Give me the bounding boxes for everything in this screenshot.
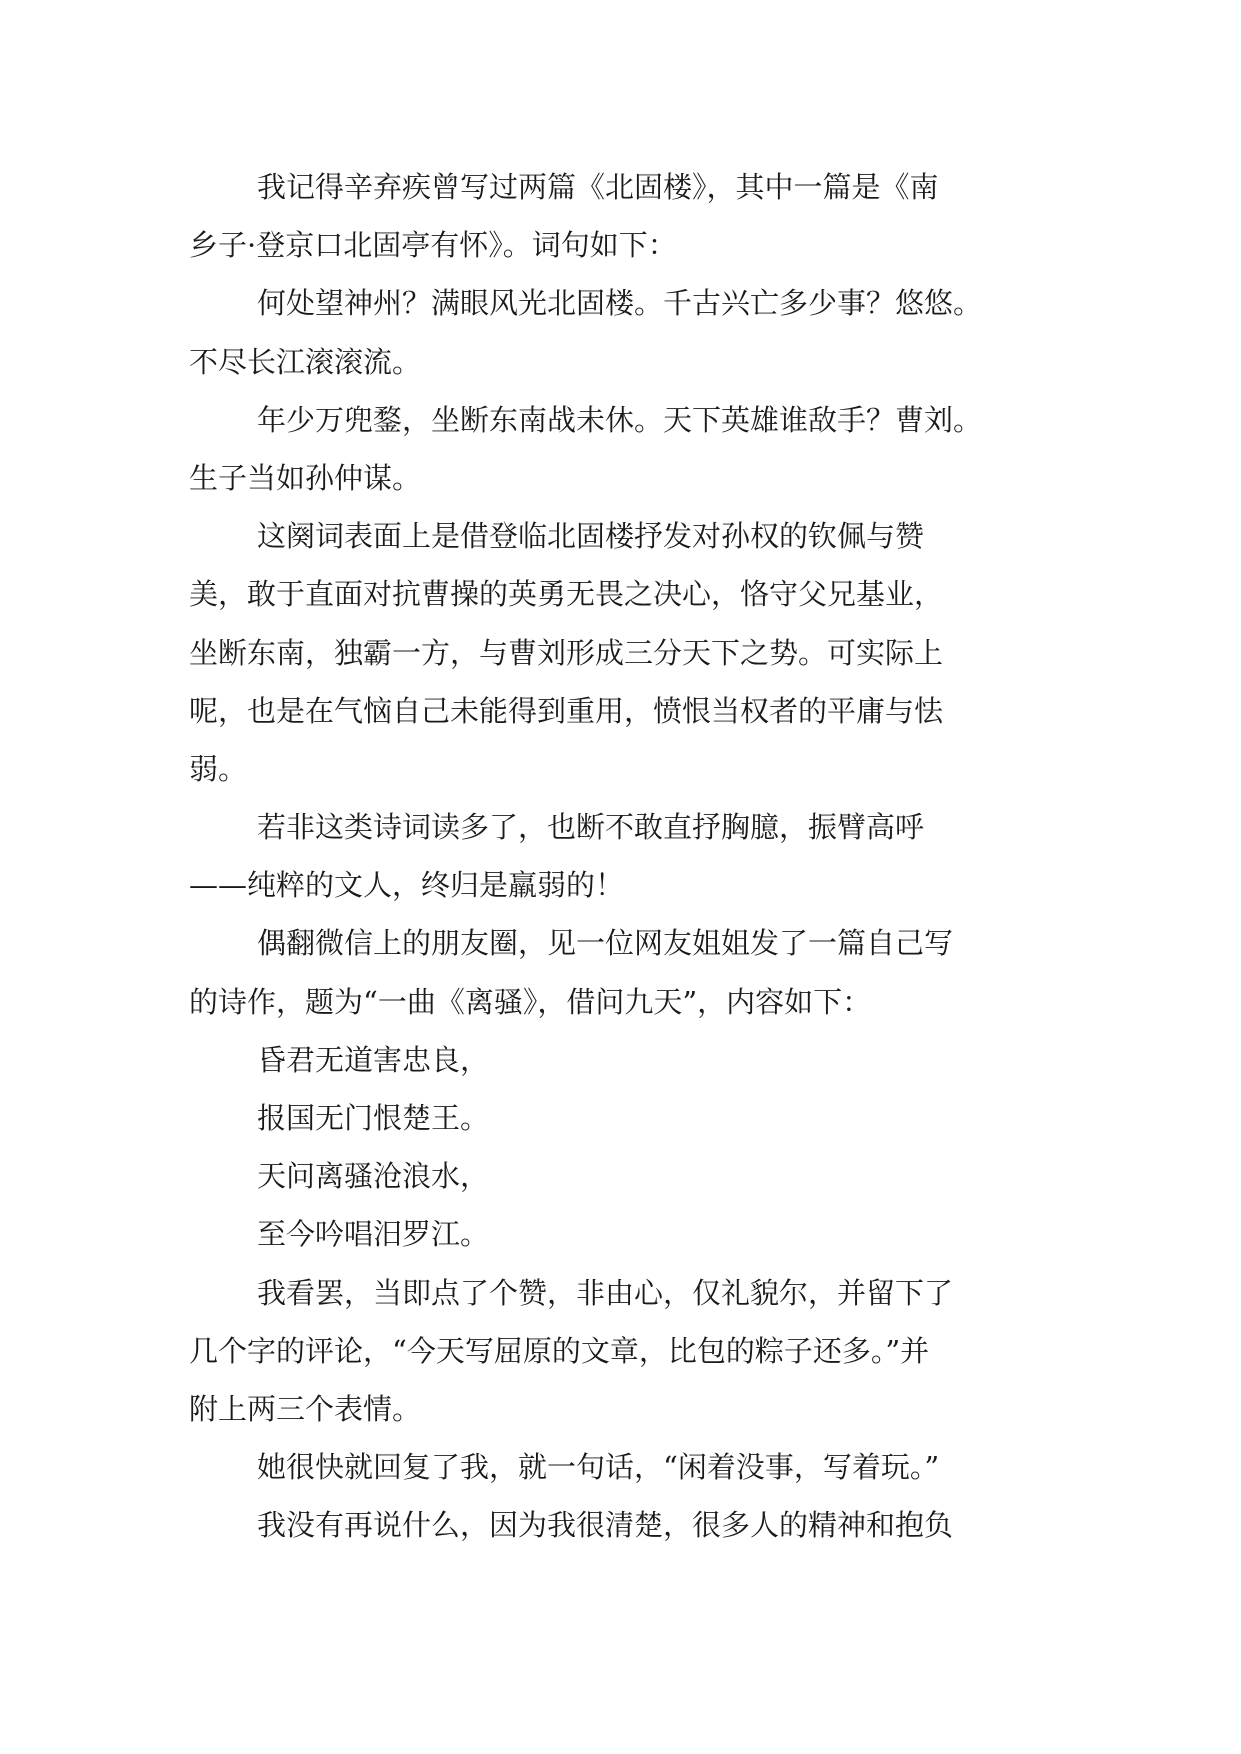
- text-line: 不尽长江滚滚流。: [189, 344, 422, 379]
- text-line: 若非这类诗词读多了，也断不敢直抒胸臆，振臂高呼: [257, 810, 925, 845]
- text-line: ——纯粹的文人，终归是羸弱的！: [189, 868, 625, 903]
- text-line: 美，敢于直面对抗曹操的英勇无畏之决心，恪守父兄基业，: [189, 577, 944, 612]
- text-line: 乡子·登京口北固亭有怀》。词句如下：: [189, 228, 677, 263]
- poem-line: 昏君无道害忠良，: [257, 1042, 490, 1077]
- text-line: 几个字的评论，“今天写屈原的文章，比包的粽子还多。”并: [189, 1333, 930, 1368]
- text-line: 呢，也是在气恼自己未能得到重用，愤恨当权者的平庸与怯: [189, 693, 944, 728]
- poem-line: 天问离骚沧浪水，: [257, 1159, 490, 1194]
- text-line: 弱。: [189, 751, 248, 786]
- poem-line: 报国无门恨楚王。: [257, 1101, 490, 1135]
- text-line: 附上两三个表情。: [189, 1391, 422, 1426]
- text-line: 何处望神州？满眼风光北固楼。千古兴亡多少事？悠悠。: [257, 286, 983, 321]
- text-line: 偶翻微信上的朋友圈，见一位网友姐姐发了一篇自己写: [257, 926, 954, 961]
- text-line: 这阕词表面上是借登临北固楼抒发对孙权的钦佩与赞: [257, 519, 925, 554]
- text-line: 我没有再说什么，因为我很清楚，很多人的精神和抱负: [257, 1508, 954, 1543]
- text-line: 她很快就回复了我，就一句话，“闲着没事，写着玩。”: [257, 1450, 940, 1485]
- poem-line: 至今吟唱汨罗江。: [257, 1217, 490, 1252]
- text-line: 生子当如孙仲谋。: [189, 460, 422, 495]
- text-line: 的诗作，题为“一曲《离骚》，借问九天”，内容如下：: [189, 984, 872, 1019]
- text-line: 我看罢，当即点了个赞，非由心，仅礼貌尔，并留下了: [257, 1275, 954, 1310]
- text-line: 我记得辛弃疾曾写过两篇《北固楼》，其中一篇是《南: [257, 170, 939, 204]
- text-line: 年少万兜鍪，坐断东南战未休。天下英雄谁敌手？曹刘。: [257, 402, 983, 437]
- body-text: [189, 158, 1089, 1555]
- text-line: 坐断东南，独霸一方，与曹刘形成三分天下之势。可实际上: [189, 635, 944, 670]
